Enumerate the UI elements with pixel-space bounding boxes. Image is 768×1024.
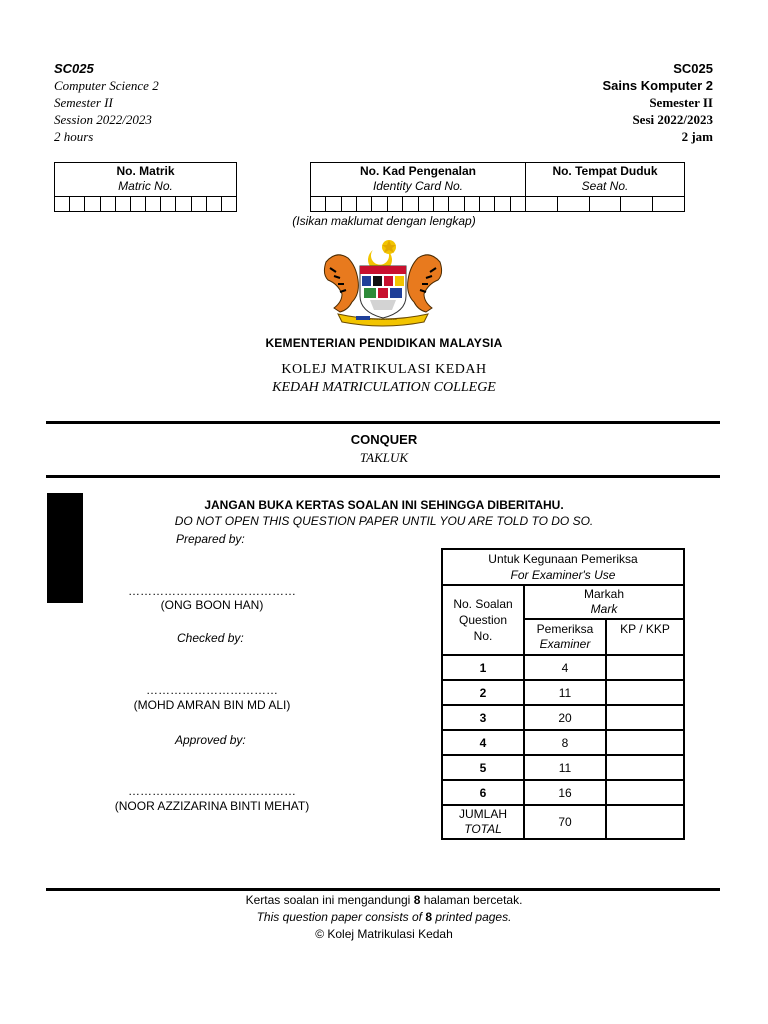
- examiner-mark: 8: [524, 730, 606, 755]
- subject-title: CONQUER: [350, 432, 418, 447]
- ic-label: No. Kad Pengenalan: [359, 164, 477, 178]
- table-row: [442, 780, 684, 805]
- question-header-en: Question No.: [458, 613, 508, 643]
- page-count: 8: [413, 893, 421, 907]
- marks-header-en: Mark: [590, 602, 618, 616]
- divider-bottom: [46, 888, 720, 891]
- page-count: 8: [425, 910, 433, 924]
- matric-no-box[interactable]: [54, 162, 237, 212]
- ministry-name: KEMENTERIAN PENDIDIKAN MALAYSIA: [265, 336, 503, 350]
- total-label: [442, 805, 524, 839]
- kp-mark-cell[interactable]: [606, 730, 684, 755]
- examiner-mark: 4: [524, 655, 606, 680]
- course-name-ms: Sains Komputer 2: [602, 78, 713, 93]
- examiner-mark: 11: [524, 680, 606, 705]
- examiner-mark: 16: [524, 780, 606, 805]
- duration-ms: 2 jam: [681, 129, 713, 144]
- semester-en: Semester II: [54, 95, 113, 110]
- matric-cells[interactable]: [55, 197, 236, 212]
- college-name-en: KEDAH MATRICULATION COLLEGE: [272, 380, 496, 395]
- footer-text: This question paper consists of: [256, 910, 426, 924]
- course-name-en: Computer Science 2: [54, 78, 159, 93]
- total-mark: 70: [524, 805, 606, 839]
- matric-sublabel: Matric No.: [118, 179, 173, 193]
- footer-text: halaman bercetak.: [420, 893, 523, 907]
- approved-signature-line: ……………………………………: [128, 784, 296, 798]
- checked-by-label: Checked by:: [177, 631, 244, 645]
- total-label-ms: JUMLAH: [458, 807, 507, 821]
- seat-sublabel: Seat No.: [581, 179, 629, 193]
- course-code: SC025: [54, 61, 94, 76]
- question-number: 6: [442, 780, 524, 805]
- approved-name: (NOOR AZZIZARINA BINTI MEHAT): [114, 799, 310, 813]
- warning-ms: JANGAN BUKA KERTAS SOALAN INI SEHINGGA DIBERITAHU.: [204, 498, 564, 512]
- question-number: 1: [442, 655, 524, 680]
- ic-cells[interactable]: [311, 197, 525, 212]
- seat-cells[interactable]: [526, 197, 684, 212]
- divider-middle: [46, 475, 720, 478]
- examiner-marks-table: [441, 548, 685, 840]
- question-no-header: [442, 585, 524, 655]
- copyright: © Kolej Matrikulasi Kedah: [315, 927, 453, 941]
- marks-header: [524, 585, 684, 619]
- subject-subtitle: TAKLUK: [359, 450, 409, 465]
- header-right: [602, 60, 713, 145]
- question-number: 5: [442, 755, 524, 780]
- examiner-header-ms: Pemeriksa: [536, 622, 594, 636]
- kp-mark-cell[interactable]: [606, 780, 684, 805]
- prepared-by-label: Prepared by:: [176, 532, 245, 546]
- warning-en: DO NOT OPEN THIS QUESTION PAPER UNTIL YOU ARE TOLD TO DO SO.: [174, 514, 594, 528]
- total-label-en: TOTAL: [464, 822, 502, 836]
- session-ms: Sesi 2022/2023: [632, 112, 713, 127]
- table-row: [442, 655, 684, 680]
- kp-total-cell[interactable]: [606, 805, 684, 839]
- college-name-ms: KOLEJ MATRIKULASI KEDAH: [281, 362, 487, 377]
- footer-text: Kertas soalan ini mengandungi: [245, 893, 414, 907]
- semester-ms: Semester II: [649, 95, 713, 110]
- matric-label: No. Matrik: [116, 164, 175, 178]
- seat-label: No. Tempat Duduk: [552, 164, 658, 178]
- table-title-en: For Examiner's Use: [510, 568, 616, 582]
- marks-header-ms: Markah: [583, 587, 624, 601]
- header-left: [54, 60, 159, 145]
- ic-sublabel: Identity Card No.: [372, 179, 464, 193]
- table-row: [442, 705, 684, 730]
- table-row: [442, 730, 684, 755]
- ic-no-box[interactable]: [310, 162, 526, 212]
- question-header-ms: No. Soalan: [453, 597, 513, 611]
- table-row: [442, 755, 684, 780]
- coat-of-arms-icon: [318, 232, 448, 332]
- checked-name: (MOHD AMRAN BIN MD ALI): [133, 698, 291, 712]
- session-en: Session 2022/2023: [54, 112, 152, 127]
- kp-mark-cell[interactable]: [606, 680, 684, 705]
- footer-page-count-en: [0, 910, 768, 924]
- prepared-name: (ONG BOON HAN): [160, 598, 264, 612]
- kp-header: KP / KKP: [606, 619, 684, 655]
- table-title: [442, 549, 684, 585]
- examiner-mark: 11: [524, 755, 606, 780]
- prepared-signature-line: ……………………………………: [128, 584, 296, 598]
- table-row: [442, 680, 684, 705]
- kp-mark-cell[interactable]: [606, 655, 684, 680]
- footer-page-count-ms: [0, 893, 768, 907]
- table-title-ms: Untuk Kegunaan Pemeriksa: [488, 552, 638, 566]
- kp-mark-cell[interactable]: [606, 755, 684, 780]
- question-number: 3: [442, 705, 524, 730]
- checked-signature-line: ……………………………: [146, 683, 278, 697]
- fill-instruction: (Isikan maklumat dengan lengkap): [292, 214, 476, 228]
- examiner-header-en: Examiner: [539, 637, 591, 651]
- total-row: [442, 805, 684, 839]
- question-number: 2: [442, 680, 524, 705]
- examiner-header: [524, 619, 606, 655]
- duration-en: 2 hours: [54, 129, 94, 144]
- course-code-ms: SC025: [673, 61, 713, 76]
- footer-text: printed pages.: [432, 910, 512, 924]
- seat-no-box[interactable]: [525, 162, 685, 212]
- approved-by-label: Approved by:: [175, 733, 246, 747]
- kp-mark-cell[interactable]: [606, 705, 684, 730]
- examiner-mark: 20: [524, 705, 606, 730]
- svg-text:~~~~~~~~~~~~: ~~~~~~~~~~~~: [368, 317, 398, 322]
- divider-top: [46, 421, 720, 424]
- question-number: 4: [442, 730, 524, 755]
